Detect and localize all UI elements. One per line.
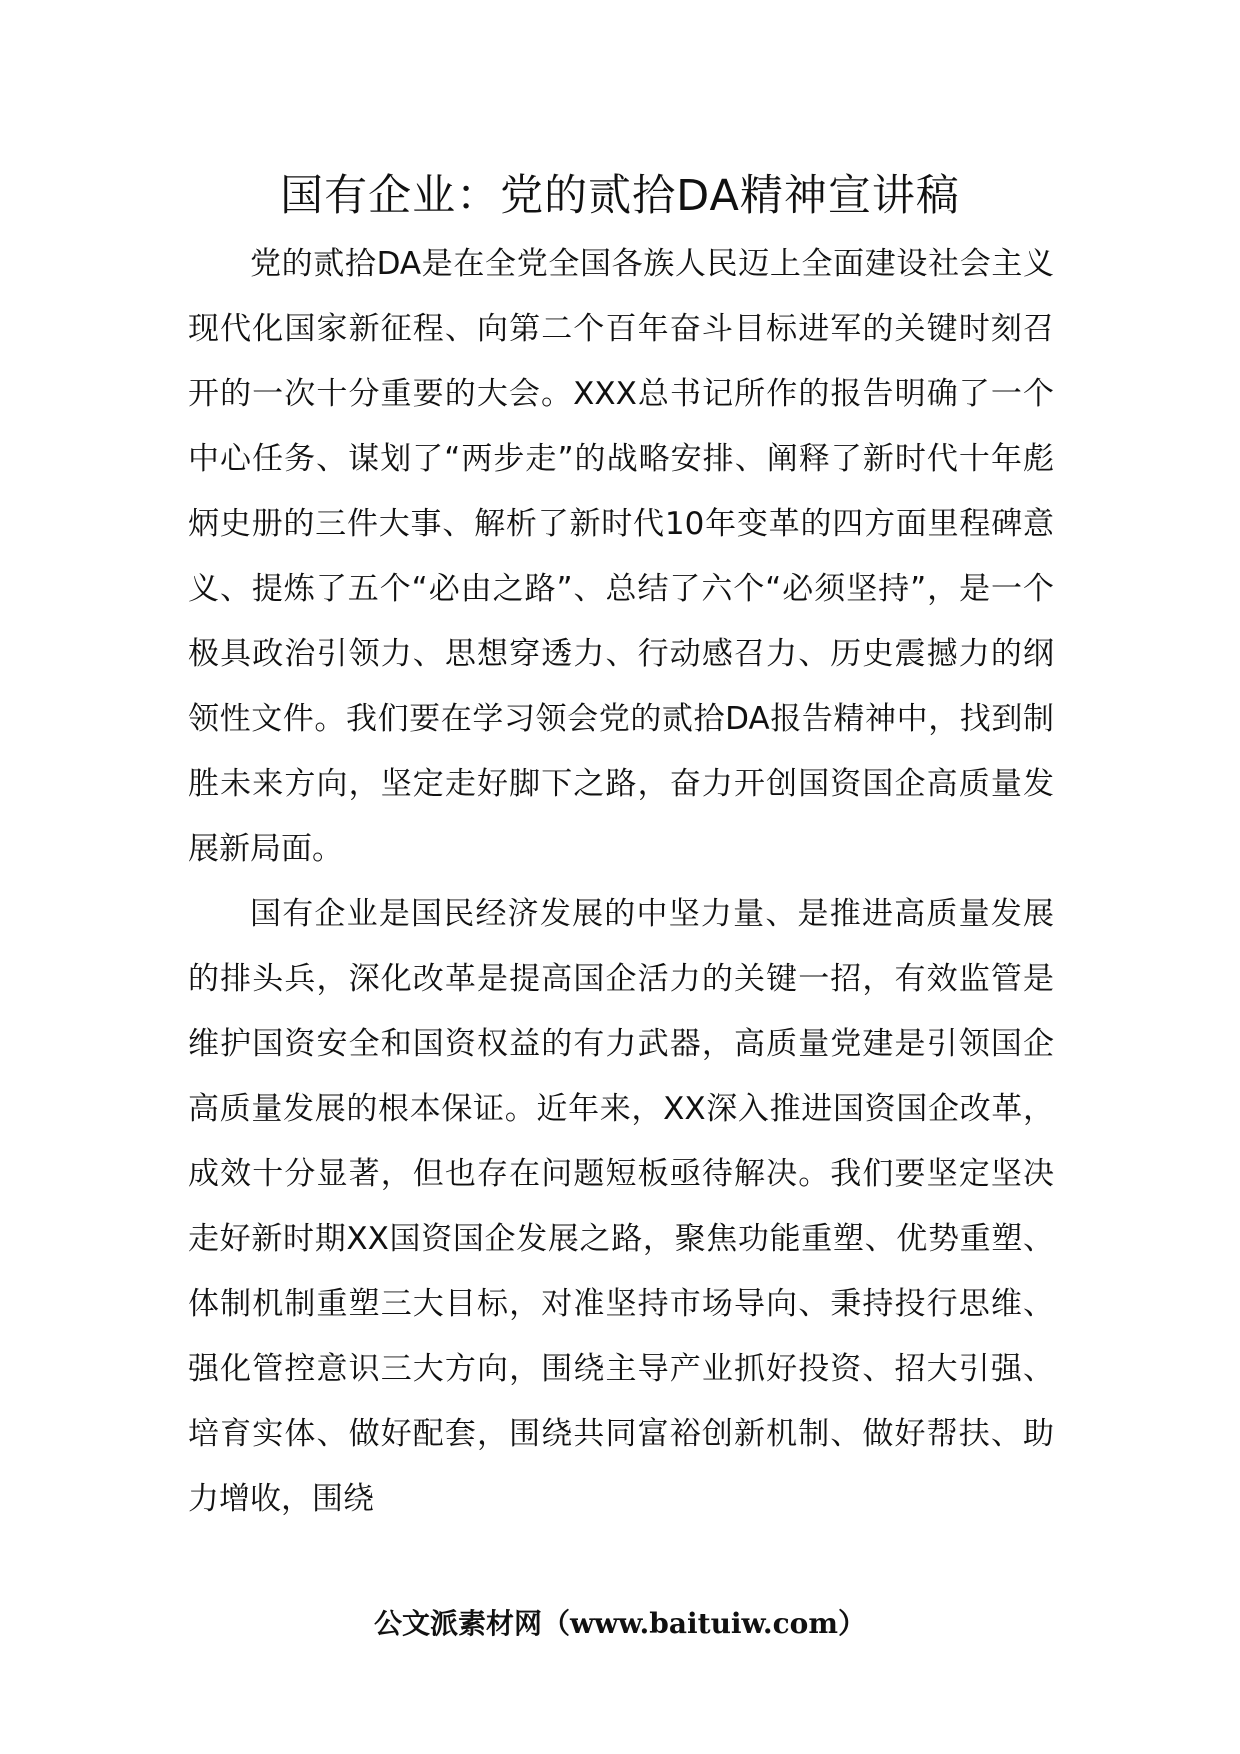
- paragraph-2: 国有企业是国民经济发展的中坚力量、是推进高质量发展的排头兵，深化改革是提高国企活力的关键一招，有效监管是维护国资安全和国资权益的有力武器，高质量党建是引领国企高质量发展的根本保证。近年来，XX深入推进国资国企改革，成效十分显著，但也存在问题短板亟待解决。我们要坚定坚决走好新时期XX国资国企发展之路，聚焦功能重塑、优势重塑、体制机制重塑三大目标，对准坚持市场导向、秉持投行思维、强化管控意识三大方向，围绕主导产业抓好投资、招大引强、培育实体、做好配套，围绕共同富裕创新机制、做好帮扶、助力增收，围绕: [188, 896, 1054, 1517]
- footer-watermark: 公文派素材网（www.baituiw.com）: [374, 1607, 866, 1640]
- paragraph-1: 党的贰拾DA是在全党全国各族人民迈上全面建设社会主义现代化国家新征程、向第二个百年奋斗目标进军的关键时刻召开的一次十分重要的大会。XXX总书记所作的报告明确了一个中心任务、谋划了“两步走”的战略安排、阐释了新时代十年彪炳史册的三件大事、解析了新时代10年变革的四方面里程碑意义、提炼了五个“必由之路”、总结了六个“必须坚持”，是一个极具政治引领力、思想穿透力、行动感召力、历史震撼力的纲领性文件。我们要在学习领会党的贰拾DA报告精神中，找到制胜未来方向，坚定走好脚下之路，奋力开创国资国企高质量发展新局面。: [188, 246, 1054, 867]
- document-title: 国有企业：党的贰拾DA精神宣讲稿: [280, 171, 960, 221]
- document-body: [188, 232, 1054, 1532]
